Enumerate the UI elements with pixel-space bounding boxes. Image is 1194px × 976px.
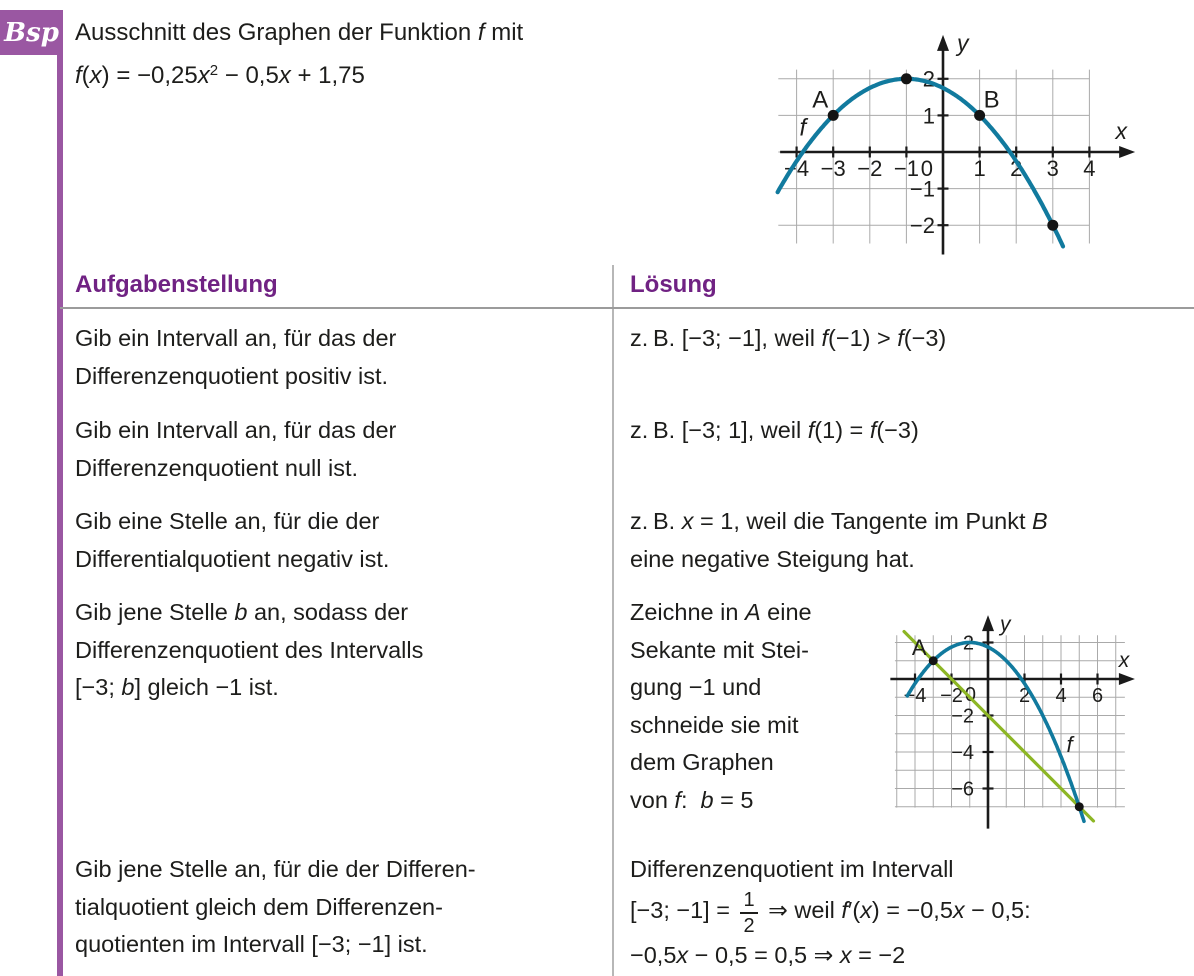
text-line: z. B. [−3; −1], weil f(−1) > f(−3) xyxy=(630,325,947,351)
text-line: Gib jene Stelle b an, sodass der xyxy=(75,599,409,625)
function-graph-solution xyxy=(860,595,1194,845)
task-cell-5 xyxy=(60,851,612,974)
text-line: Gib jene Stelle an, für die der Differen- xyxy=(75,856,476,882)
svg-text:y: y xyxy=(1000,613,1011,637)
svg-text:−3: −3 xyxy=(820,156,846,181)
svg-text:4: 4 xyxy=(1055,685,1067,707)
svg-text:4: 4 xyxy=(1083,156,1096,181)
text-line: Differentialquotient negativ ist. xyxy=(75,545,390,572)
column-header-task: Aufgabenstellung xyxy=(75,271,278,298)
svg-text:2: 2 xyxy=(1018,685,1031,707)
svg-text:2: 2 xyxy=(1010,156,1023,181)
svg-text:−6: −6 xyxy=(951,778,974,801)
text-line: von f: b = 5 xyxy=(630,786,754,813)
text-line: Differenzenquotient im Intervall xyxy=(630,856,954,882)
intro-line-1: Ausschnitt des Graphen der Funktion f mit xyxy=(75,19,524,46)
task-cell-3 xyxy=(60,503,612,594)
svg-text:f: f xyxy=(1066,732,1073,757)
svg-text:f: f xyxy=(799,114,807,142)
example-badge xyxy=(0,10,63,55)
svg-text:y: y xyxy=(957,29,969,56)
text-line: Differenzenquotient positiv ist. xyxy=(75,362,389,389)
intro-line-2: $f(x) = -0,25x^2 - 0,5x + 1,75$ xyxy=(75,62,365,89)
text-line: −0,5x − 0,5 = 0,5 ⇒ x = −2 xyxy=(630,941,906,968)
svg-text:1: 1 xyxy=(973,156,986,181)
text-line: Differenzenquotient null ist. xyxy=(75,454,359,481)
solution-cell-2 xyxy=(612,412,1194,503)
function-graph-main xyxy=(740,10,1194,260)
svg-text:−2: −2 xyxy=(909,213,935,239)
svg-text:−1: −1 xyxy=(893,156,919,181)
badge-label: Bsp xyxy=(4,17,59,48)
svg-text:2: 2 xyxy=(922,66,935,92)
svg-text:−4: −4 xyxy=(784,156,810,181)
svg-text:−2: −2 xyxy=(940,685,963,707)
text-line: Differenzenquotient des Intervalls xyxy=(75,636,424,663)
text-line: z. B. [−3; 1], weil f(1) = f(−3) xyxy=(630,417,919,443)
svg-text:−4: −4 xyxy=(903,685,927,707)
svg-text:1: 1 xyxy=(922,103,935,129)
svg-text:6: 6 xyxy=(1091,685,1104,707)
svg-text:−2: −2 xyxy=(857,156,883,181)
svg-text:B: B xyxy=(983,86,1000,114)
text-line: z. B. x = 1, weil die Tangente im Punkt B xyxy=(630,508,1048,534)
svg-text:A: A xyxy=(812,86,829,114)
svg-text:x: x xyxy=(1118,649,1130,672)
fraction: $\frac{1}{2}$ xyxy=(740,889,757,937)
svg-text:A: A xyxy=(911,634,927,660)
solution-cell-3 xyxy=(612,503,1194,594)
text-line: Gib eine Stelle an, für die der xyxy=(75,508,380,534)
svg-text:−4: −4 xyxy=(951,742,974,765)
text-line: gung −1 und xyxy=(630,674,762,701)
intro-text xyxy=(75,14,523,95)
text-line: Gib ein Intervall an, für das der xyxy=(75,325,397,351)
text-line: Sekante mit Stei- xyxy=(630,636,809,663)
text-line: [−3; −1] = $\frac{1}{2}$ ⇒ weil f′(x) = −0,5x − 0,5: xyxy=(630,888,1031,937)
text-line: Zeichne in A eine xyxy=(630,599,812,625)
text-line: Gib ein Intervall an, für das der xyxy=(75,417,397,443)
text-line: [−3; b] gleich −1 ist. xyxy=(75,674,279,701)
svg-text:−1: −1 xyxy=(909,176,935,202)
solution-cell-1 xyxy=(612,320,1194,412)
text-line: dem Graphen xyxy=(630,749,774,776)
svg-text:2: 2 xyxy=(962,632,974,655)
task-cell-2 xyxy=(60,412,612,503)
svg-text:0: 0 xyxy=(964,684,976,706)
task-cell-4 xyxy=(60,594,612,851)
svg-text:3: 3 xyxy=(1046,156,1059,181)
svg-text:x: x xyxy=(1115,118,1127,144)
svg-text:0: 0 xyxy=(920,156,933,181)
task-cell-1 xyxy=(60,320,612,412)
text-line: quotienten im Intervall [−3; −1] ist. xyxy=(75,931,428,958)
text-line: schneide sie mit xyxy=(630,711,799,738)
text-line: tialquotient gleich dem Differenzen- xyxy=(75,893,443,920)
svg-text:−2: −2 xyxy=(951,705,974,728)
text-line: eine negative Steigung hat. xyxy=(630,545,915,572)
column-header-solution: Lösung xyxy=(630,271,717,298)
solution-cell-5 xyxy=(612,851,1194,974)
